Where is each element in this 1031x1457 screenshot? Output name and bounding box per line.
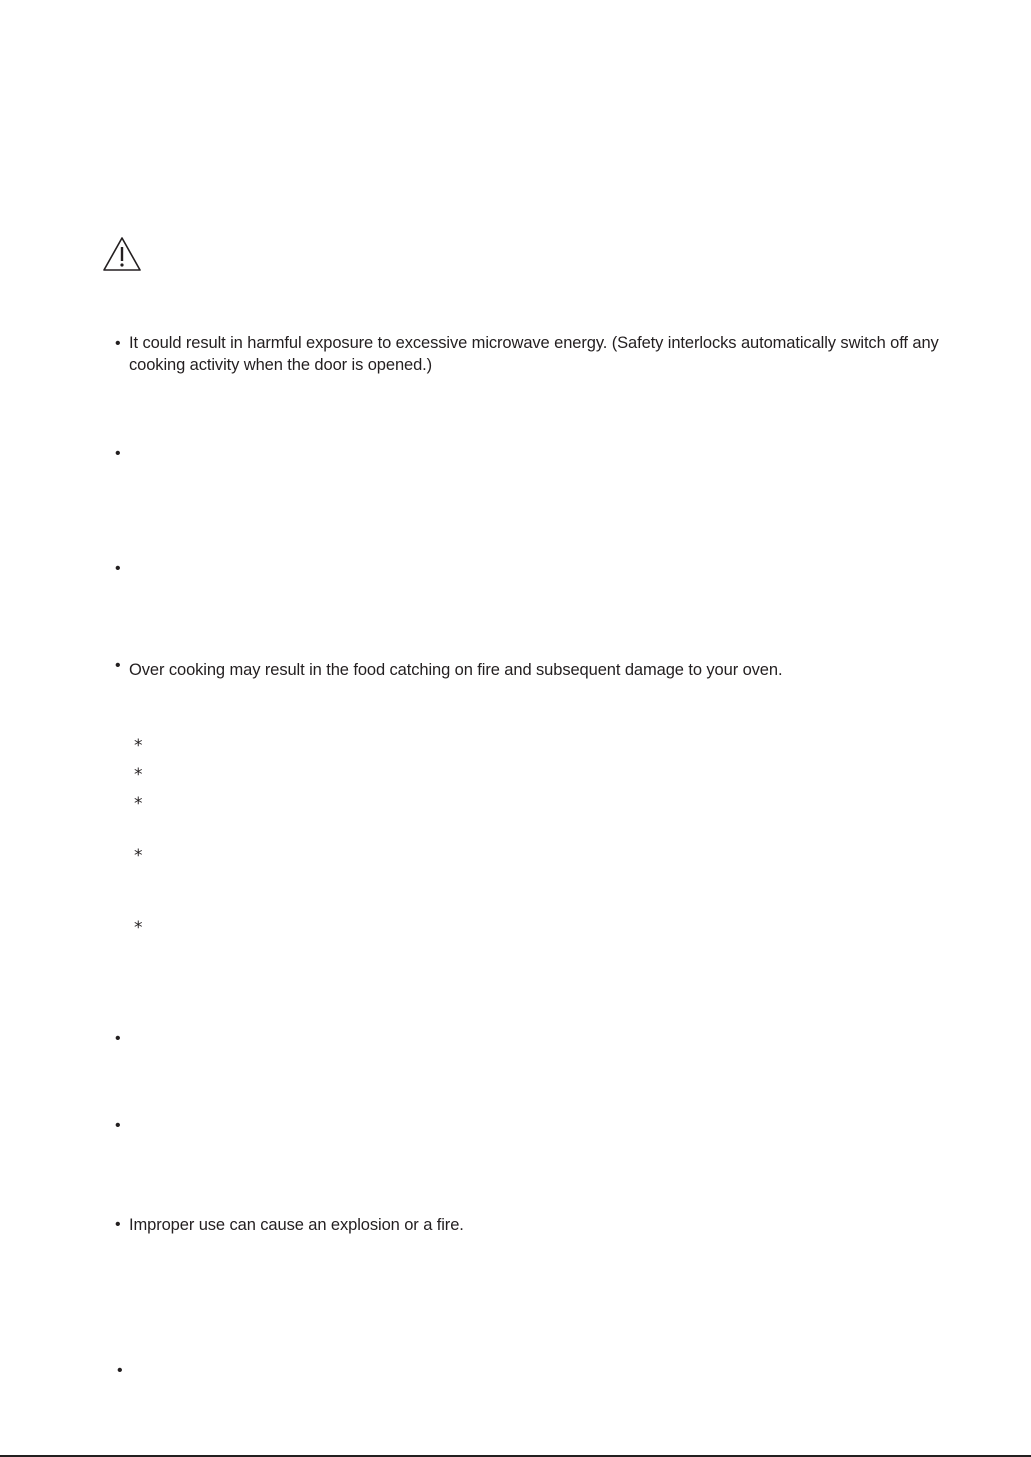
asterisk-marker: *: [134, 794, 143, 814]
bullet-marker: •: [115, 1216, 121, 1233]
bullet-marker: •: [117, 1362, 123, 1379]
bullet-text-line: cooking activity when the door is opened.): [129, 356, 433, 374]
bullet-marker: •: [115, 1117, 121, 1134]
warning-triangle-icon: [102, 236, 142, 272]
bullet-text-line: It could result in harmful exposure to excessive microwave energy. (Safety interlocks automatically switch off any: [129, 334, 939, 352]
bullet-marker: •: [115, 560, 121, 577]
bullet-text-line: Improper use can cause an explosion or a fire.: [129, 1216, 464, 1234]
bullet-marker: •: [115, 335, 121, 352]
asterisk-marker: *: [134, 846, 143, 866]
asterisk-marker: *: [134, 918, 143, 938]
asterisk-marker: *: [134, 736, 143, 756]
bullet-text-line: Over cooking may result in the food catching on fire and subsequent damage to your oven.: [129, 661, 783, 679]
bullet-marker: •: [115, 1030, 121, 1047]
asterisk-marker: *: [134, 765, 143, 785]
bullet-marker: •: [115, 445, 121, 462]
bullet-marker: •: [115, 657, 121, 674]
